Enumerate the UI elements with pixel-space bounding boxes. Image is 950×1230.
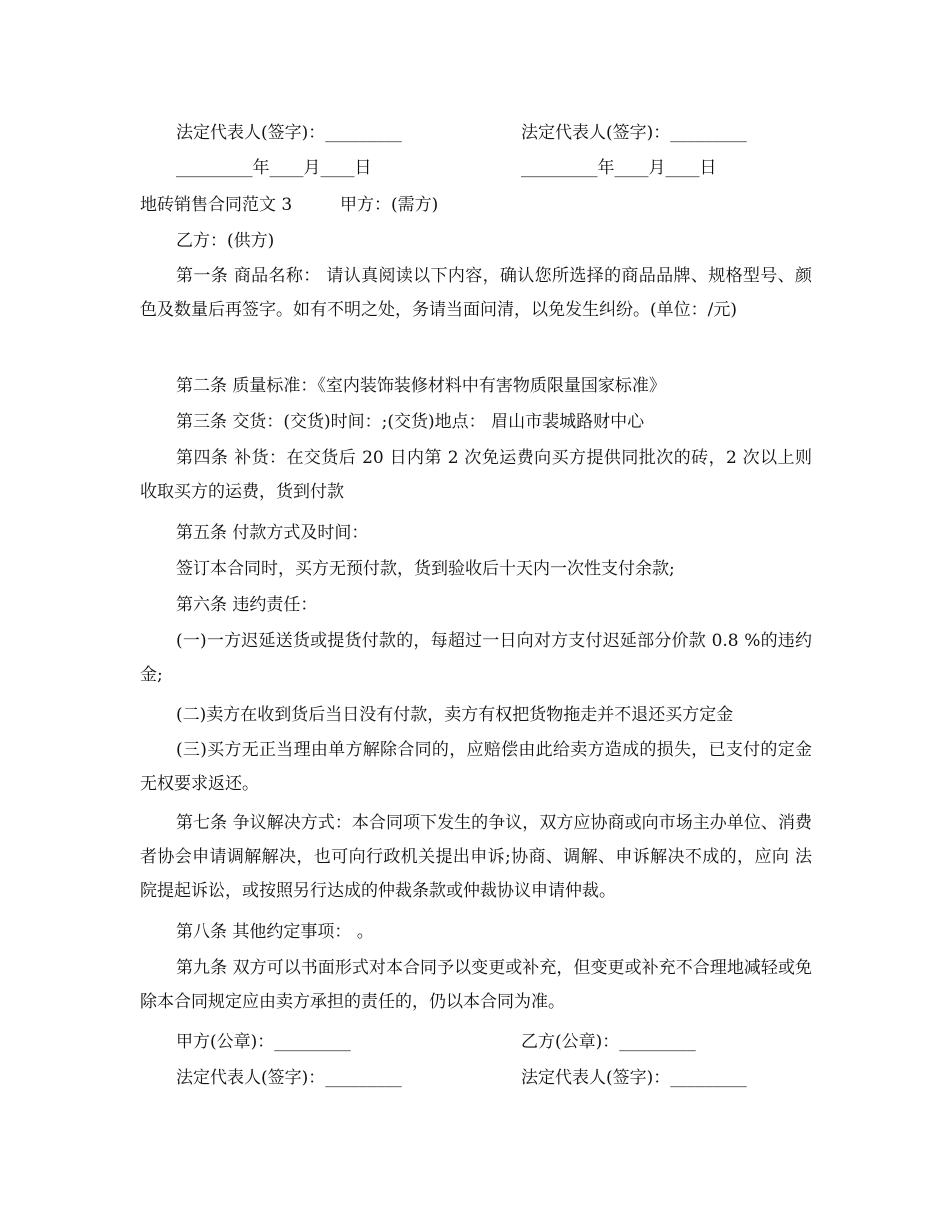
bottom-right-rep-signature: 法定代表人(签字)：_________ [521, 1068, 747, 1088]
top-right-rep-signature: 法定代表人(签字)：_________ [521, 123, 747, 143]
top-left-date: _________年____月____日 [176, 158, 372, 178]
clause-9: 第九条 双方可以书面形式对本合同予以变更或补充，但变更或补充不合理地减轻或免除本合同规定应由卖方承担的责任的，仍以本合同为准。 [140, 958, 812, 1012]
clause-2: 第二条 质量标准：《室内装饰装修材料中有害物质限量国家标准》 [176, 376, 666, 396]
clause-5: 第五条 付款方式及时间： [176, 523, 369, 543]
clause-8: 第八条 其他约定事项： 。 [176, 922, 374, 942]
clause-6-item-3: (三)买方无正当理由单方解除合同的，应赔偿由此给卖方造成的损失，已支付的定金无权要求返还。 [140, 740, 812, 794]
clause-6: 第六条 违约责任： [176, 595, 318, 615]
top-left-rep-signature: 法定代表人(签字)：_________ [176, 123, 402, 143]
clause-3: 第三条 交货：(交货)时间：;(交货)地点： 眉山市裴城路财中心 [176, 412, 645, 432]
clause-4: 第四条 补货：在交货后 20 日内第 2 次免运费向买方提供同批次的砖，2 次以上则收取买方的运费，货到付款 [140, 448, 812, 502]
top-right-date: _________年____月____日 [521, 158, 717, 178]
party-b: 乙方：(供方) [176, 231, 275, 251]
clause-5-detail: 签订本合同时，买方无预付款，货到验收后十天内一次性支付余款; [176, 559, 675, 579]
bottom-right-seal: 乙方(公章)：_________ [521, 1032, 696, 1052]
bottom-left-rep-signature: 法定代表人(签字)：_________ [176, 1068, 402, 1088]
bottom-left-seal: 甲方(公章)：_________ [176, 1032, 351, 1052]
clause-1: 第一条 商品名称： 请认真阅读以下内容，确认您所选择的商品品牌、规格型号、颜色及数量后再签字。如有不明之处，务请当面问清，以免发生纠纷。(单位：/元) [140, 266, 812, 320]
contract-title: 地砖销售合同范文 3 [140, 195, 293, 215]
clause-7: 第七条 争议解决方式：本合同项下发生的争议，双方应协商或向市场主办单位、消费者协会申请调解解决，也可向行政机关提出申诉;协商、调解、申诉解决不成的，应向 法院提起诉讼，或按照另行达成的仲裁条款或仲裁协议申请仲裁。 [140, 813, 812, 901]
clause-6-item-2: (二)卖方在收到货后当日没有付款，卖方有权把货物拖走并不退还买方定金 [176, 705, 734, 725]
clause-6-item-1: (一)一方迟延送货或提货付款的，每超过一日向对方支付迟延部分价款 0.8 %的违约金; [140, 631, 812, 685]
party-a: 甲方：(需方) [340, 195, 439, 215]
